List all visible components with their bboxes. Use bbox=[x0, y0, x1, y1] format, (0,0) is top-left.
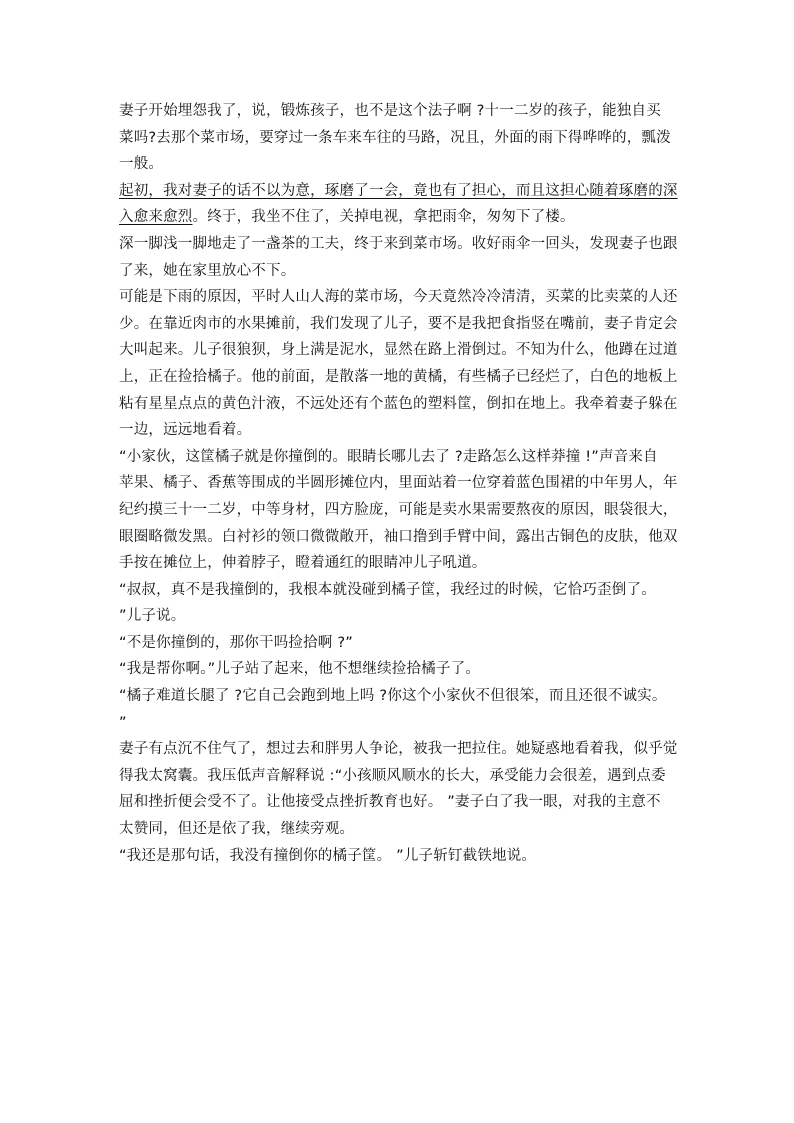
underlined-phrase: 入愈来愈烈 bbox=[119, 209, 193, 226]
text-line-rest: 。终于，我坐不住了，关掉电视，拿把雨伞，匆匆下了楼。 bbox=[192, 209, 575, 226]
text-line: 一般。 bbox=[119, 156, 164, 173]
text-line: 得我太窝囊。我压低声音解释说 :“小孩顺风顺水的长大，承受能力会很差，遇到点委 bbox=[119, 767, 666, 784]
text-line: “不是你撞倒的，那你干吗捡拾啊 ?” bbox=[119, 634, 353, 651]
text-line: 一边，远远地看着。 bbox=[119, 422, 252, 439]
text-line: 少。在靠近肉市的水果摊前，我们发现了儿子，要不是我把食指竖在嘴前，妻子肯定会 bbox=[119, 315, 678, 332]
text-line: 了来，她在家里放心不下。 bbox=[119, 262, 296, 279]
story-text bbox=[119, 98, 699, 869]
text-line: ”儿子说。 bbox=[119, 608, 186, 625]
text-line-mixed bbox=[119, 204, 699, 231]
text-line: 大叫起来。儿子很狼狈，身上满是泥水，显然在路上滑倒过。不知为什么，他蹲在过道 bbox=[119, 342, 678, 359]
underlined-line: 起初，我对妻子的话不以为意，琢磨了一会，竟也有了担心，而且这担心随着琢磨的深 bbox=[119, 182, 678, 199]
text-line: ” bbox=[119, 714, 127, 731]
text-line: 可能是下雨的原因，平时人山人海的菜市场，今天竟然冷冷清清，买菜的比卖菜的人还 bbox=[119, 289, 678, 306]
text-line: “我还是那句话，我没有撞倒你的橘子筐。 ”儿子斩钉截铁地说。 bbox=[119, 847, 537, 864]
text-line: 菜吗?去那个菜市场，要穿过一条车来车往的马路，况且，外面的雨下得哗哗的，瓢泼 bbox=[119, 129, 671, 146]
text-line: “叔叔，真不是我撞倒的，我根本就没碰到橘子筐，我经过的时候，它恰巧歪倒了。 bbox=[119, 581, 656, 598]
text-line: 妻子有点沉不住气了，想过去和胖男人争论，被我一把拉住。她疑惑地看着我，似乎觉 bbox=[119, 741, 678, 758]
text-line: 苹果、橘子、香蕉等围成的半圆形摊位内，里面站着一位穿着蓝色围裙的中年男人，年 bbox=[119, 475, 678, 492]
text-line: 深一脚浅一脚地走了一盏茶的工夫，终于来到菜市场。收好雨伞一回头，发现妻子也跟 bbox=[119, 235, 678, 252]
text-line: “我是帮你啊。”儿子站了起来，他不想继续捡拾橘子了。 bbox=[119, 661, 480, 678]
text-line: 手按在摊位上，伸着脖子，瞪着通红的眼睛冲儿子吼道。 bbox=[119, 555, 487, 572]
text-line: 眼圈略微发黑。白衬衫的领口微微敞开，袖口撸到手臂中间，露出古铜色的皮肤，他双 bbox=[119, 528, 678, 545]
text-line: 粘有星星点点的黄色汁液，不远处还有个蓝色的塑料筐，倒扣在地上。我牵着妻子躲在 bbox=[119, 395, 678, 412]
text-line: “小家伙，这筐橘子就是你撞倒的。眼睛长哪儿去了 ?走路怎么这样莽撞 !”声音来自 bbox=[119, 448, 658, 465]
text-line: 上，正在捡拾橘子。他的前面，是散落一地的黄橘，有些橘子已经烂了，白色的地板上 bbox=[119, 368, 678, 385]
text-line: “橘子难道长腿了 ?它自己会跑到地上吗 ?你这个小家伙不但很笨，而且还很不诚实。 bbox=[119, 688, 667, 705]
text-line: 屈和挫折便会受不了。让他接受点挫折教育也好。 ”妻子白了我一眼，对我的主意不 bbox=[119, 794, 661, 811]
text-line: 太赞同，但还是依了我，继续旁观。 bbox=[119, 821, 355, 838]
text-line: 纪约摸三十一二岁，中等身材，四方脸庞，可能是卖水果需要熬夜的原因，眼袋很大， bbox=[119, 501, 678, 518]
text-line: 妻子开始埋怨我了，说，锻炼孩子，也不是这个法子啊 ?十一二岁的孩子，能独自买 bbox=[119, 103, 661, 119]
